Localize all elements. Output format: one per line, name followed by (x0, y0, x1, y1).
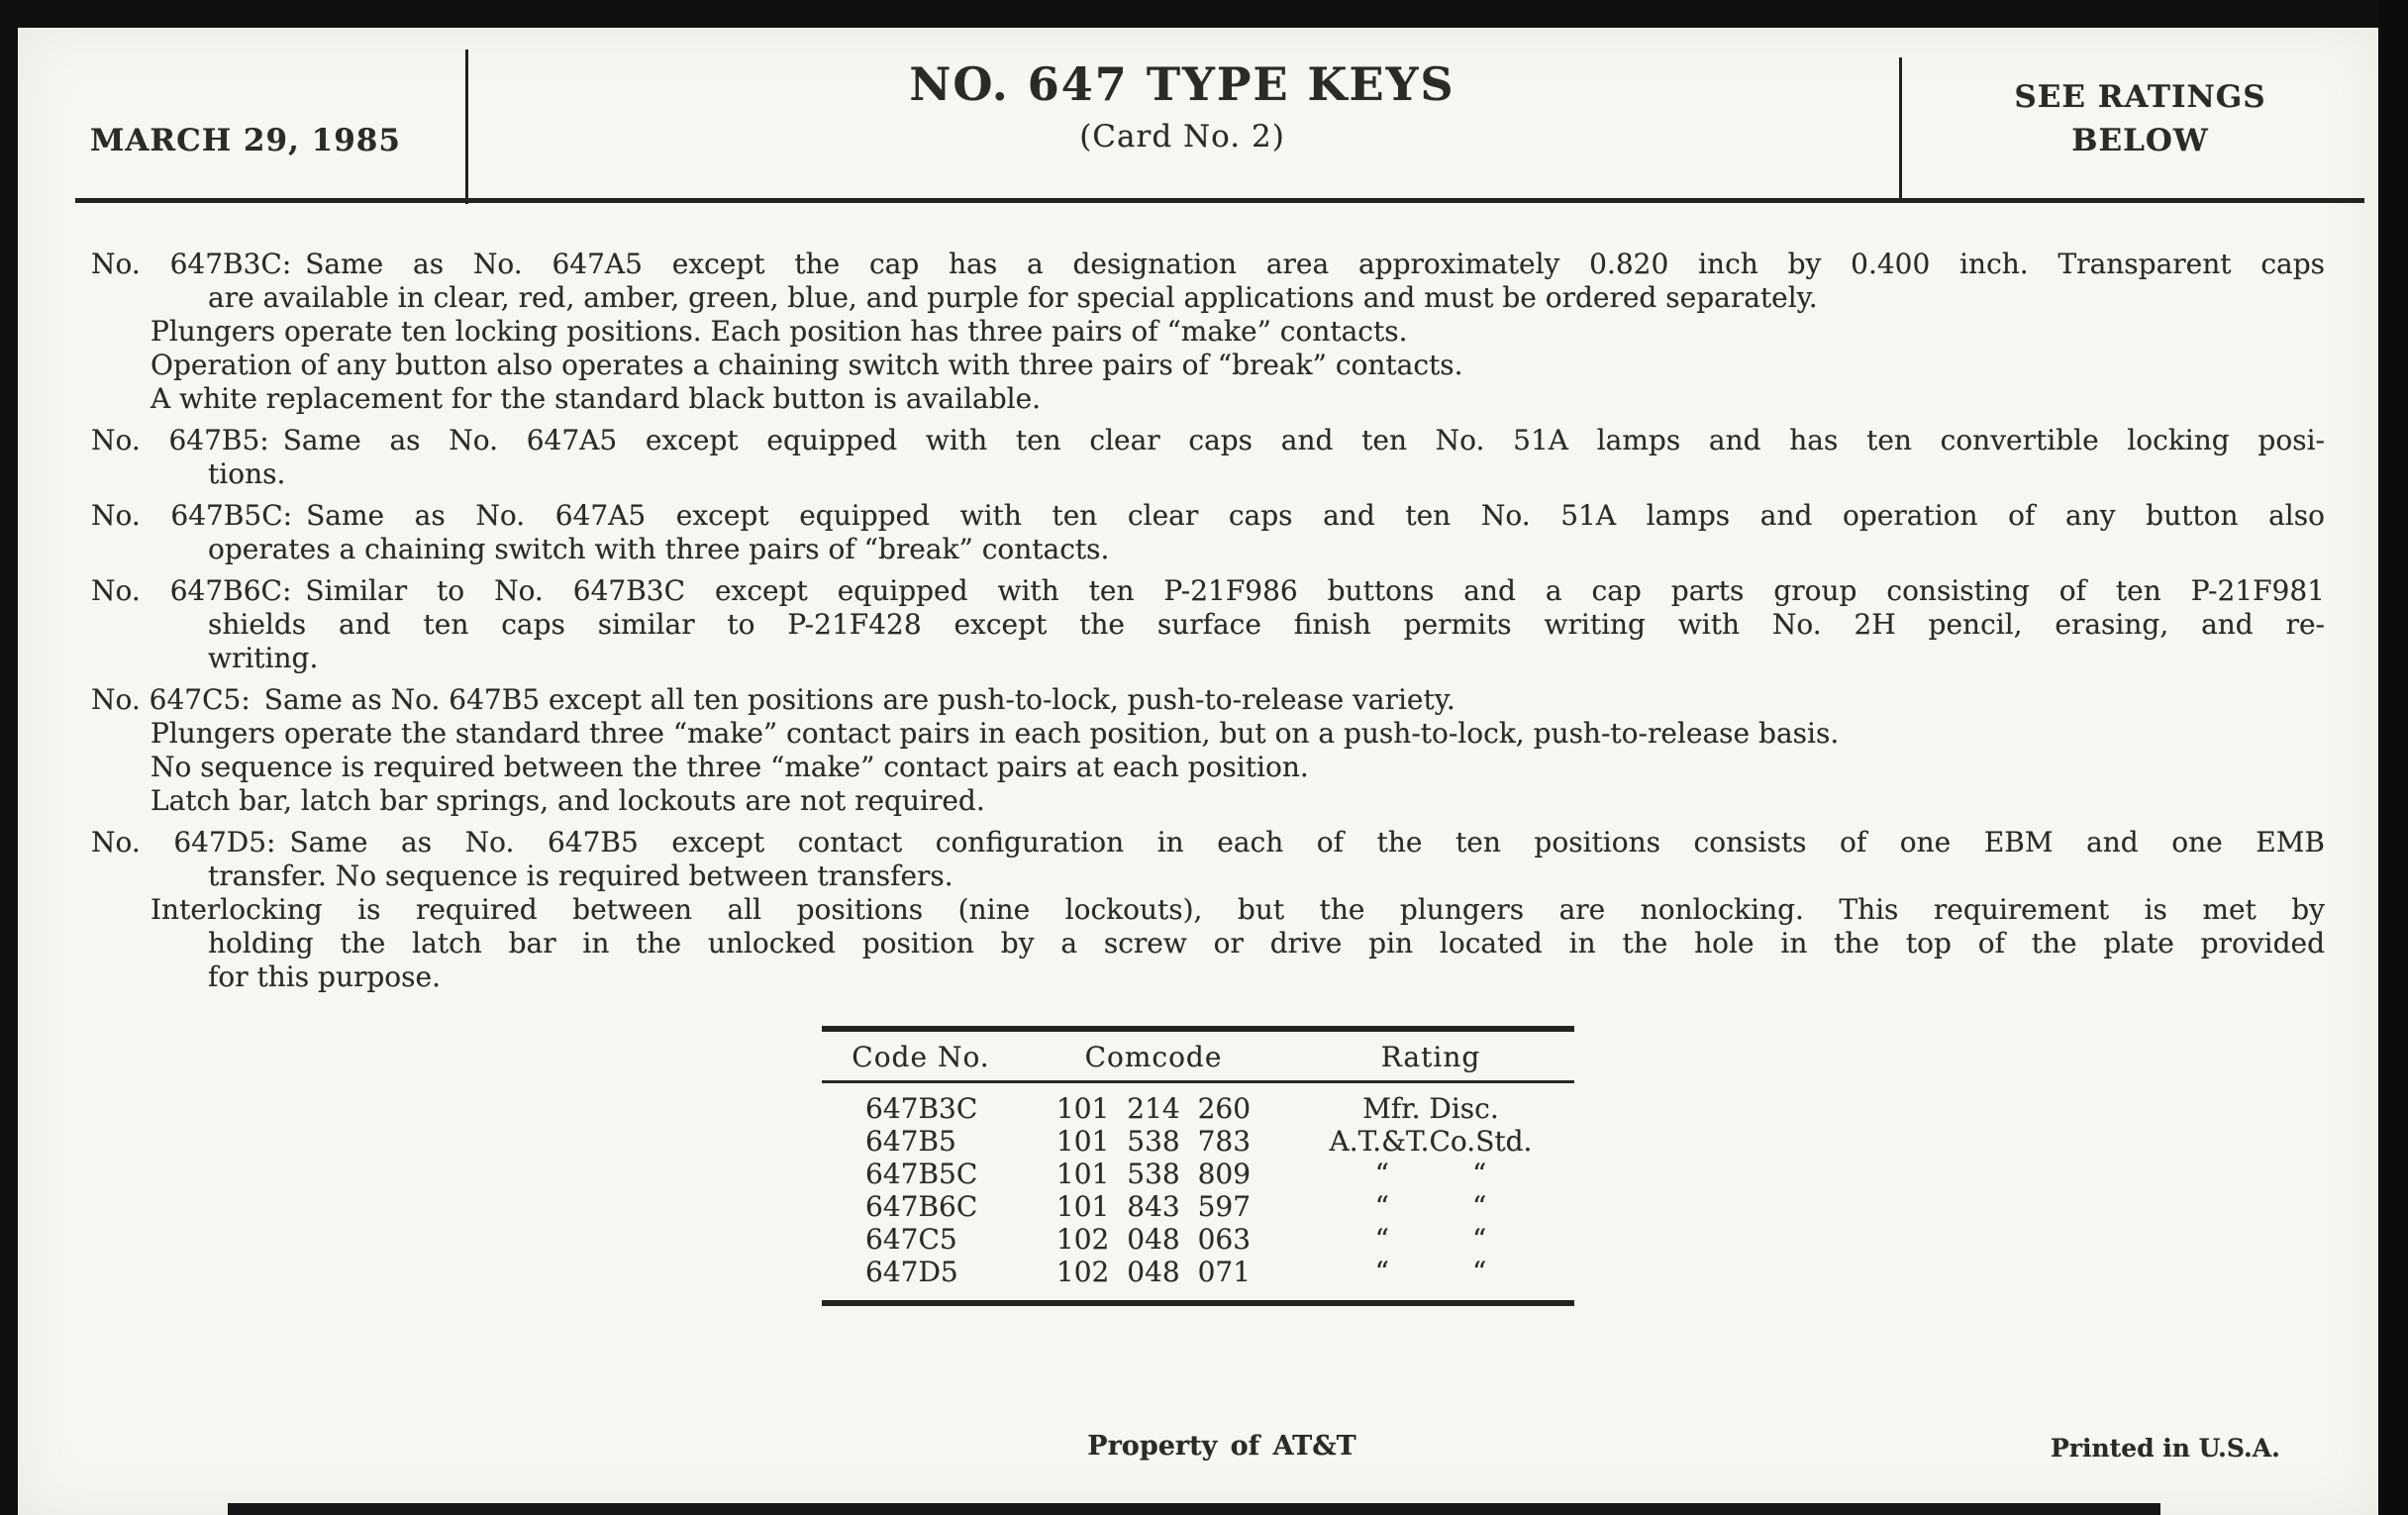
page-subtitle: (Card No. 2) (1079, 119, 1285, 154)
table-cell: 101 538 783 (1055, 1125, 1252, 1158)
table-row (822, 1158, 1574, 1190)
paragraph-line: Interlocking is required between all positions (nine lockouts), but the plungers are nonlocking. This requirement is met by (150, 893, 2325, 926)
paragraph-line: shields and ten caps similar to P-21F428 except the surface finish permits writing with No. 2H pencil, erasing, and re- (208, 608, 2325, 641)
property-notice: Property of AT&T (1087, 1431, 1356, 1462)
paragraph (91, 826, 2325, 994)
paragraph-line: holding the latch bar in the unlocked position by a screw or drive pin located in the hole in the top of the plate provided (208, 927, 2325, 960)
paragraph-line: No. 647C5: Same as No. 647B5 except all ten positions are push-to-lock, push-to-release variety. (91, 683, 1455, 716)
paragraph-line: writing. (208, 642, 319, 674)
paragraph-line: Plungers operate the standard three “make” contact pairs in each position, but on a push-to-lock, push-to-release basis. (150, 717, 1840, 750)
paragraph (91, 248, 2325, 416)
table-row (822, 1092, 1574, 1125)
table-row (822, 1256, 1574, 1288)
page-title: NO. 647 TYPE KEYS (909, 57, 1455, 111)
ratings-table-header (822, 1032, 1574, 1083)
table-cell: 647C5 (865, 1223, 957, 1256)
document-date: MARCH 29, 1985 (90, 123, 401, 158)
ratings-note-line1: SEE RATINGS (2014, 79, 2266, 115)
table-column-header: Code No. (852, 1041, 990, 1073)
ratings-table-wrap (18, 1026, 2378, 1306)
paragraph-line: tions. (208, 457, 286, 490)
paragraph-line: No. 647D5: Same as No. 647B5 except contact configuration in each of the ten positions consists of one EBM and one EMB (91, 826, 2325, 858)
table-cell: 647D5 (865, 1256, 958, 1288)
paragraph (91, 499, 2325, 566)
paragraph-line: No. 647B5: Same as No. 647A5 except equipped with ten clear caps and ten No. 51A lamps and has ten convertible locking posi- (91, 424, 2325, 456)
table-cell: “ “ (1374, 1256, 1487, 1288)
table-cell: A.T.&T.Co.Std. (1329, 1125, 1533, 1158)
table-cell: 101 843 597 (1055, 1190, 1252, 1223)
paragraph (91, 424, 2325, 491)
table-cell: “ “ (1374, 1158, 1487, 1190)
table-row (822, 1223, 1574, 1256)
table-cell: “ “ (1374, 1190, 1487, 1223)
ratings-note-line2: BELOW (2071, 123, 2209, 158)
ratings-table-rows (822, 1083, 1574, 1300)
table-cell: 102 048 063 (1055, 1223, 1252, 1256)
paragraph-line: No. 647B6C: Similar to No. 647B3C except equipped with ten P-21F986 buttons and a cap parts group consisting of ten P-21F981 (91, 574, 2325, 607)
scan-bottom-bar (228, 1503, 2160, 1515)
document-card (18, 28, 2378, 1515)
paragraph-line: A white replacement for the standard black button is available. (150, 382, 1042, 415)
table-cell: 647B3C (865, 1092, 978, 1125)
header-rule (75, 198, 2364, 203)
table-column-header: Rating (1380, 1041, 1481, 1073)
paragraph-line: Operation of any button also operates a chaining switch with three pairs of “break” contacts. (150, 349, 1463, 381)
paragraph-line: No. 647B3C: Same as No. 647A5 except the cap has a designation area approximately 0.820 inch by 0.400 inch. Transparent caps (91, 248, 2325, 280)
table-cell: 101 214 260 (1055, 1092, 1252, 1125)
paragraph (91, 574, 2325, 675)
scan-edge-right (2378, 0, 2408, 1515)
table-cell: 101 538 809 (1055, 1158, 1252, 1190)
table-row (822, 1190, 1574, 1223)
paragraph-line: No. 647B5C: Same as No. 647A5 except equipped with ten clear caps and ten No. 51A lamps and operation of any button also (91, 499, 2325, 532)
ratings-table (822, 1026, 1574, 1306)
table-cell: “ “ (1374, 1223, 1487, 1256)
paragraph-line: transfer. No sequence is required between transfers. (208, 859, 953, 892)
table-cell: 102 048 071 (1055, 1256, 1252, 1288)
table-cell: 647B5C (865, 1158, 978, 1190)
table-cell: 647B6C (865, 1190, 978, 1223)
paragraph-line: Latch bar, latch bar springs, and lockouts are not required. (150, 784, 985, 817)
paragraph-line: No sequence is required between the three “make” contact pairs at each position. (150, 751, 1309, 783)
paragraph (91, 683, 2325, 818)
paragraph-line: for this purpose. (208, 960, 441, 993)
ratings-note (1902, 75, 2378, 162)
table-cell: 647B5 (865, 1125, 956, 1158)
doc-paragraphs (91, 248, 2325, 994)
table-column-header: Comcode (1084, 1041, 1223, 1073)
table-row (822, 1125, 1574, 1158)
paragraph-line: Plungers operate ten locking positions. Each position has three pairs of “make” contacts. (150, 315, 1408, 348)
table-cell: Mfr. Disc. (1362, 1092, 1499, 1125)
paragraph-line: operates a chaining switch with three pairs of “break” contacts. (208, 533, 1110, 565)
paragraph-line: are available in clear, red, amber, green, blue, and purple for special applications and must be ordered separately. (208, 281, 1818, 314)
header-title-block (465, 57, 1899, 154)
printed-notice: Printed in U.S.A. (2051, 1434, 2280, 1463)
